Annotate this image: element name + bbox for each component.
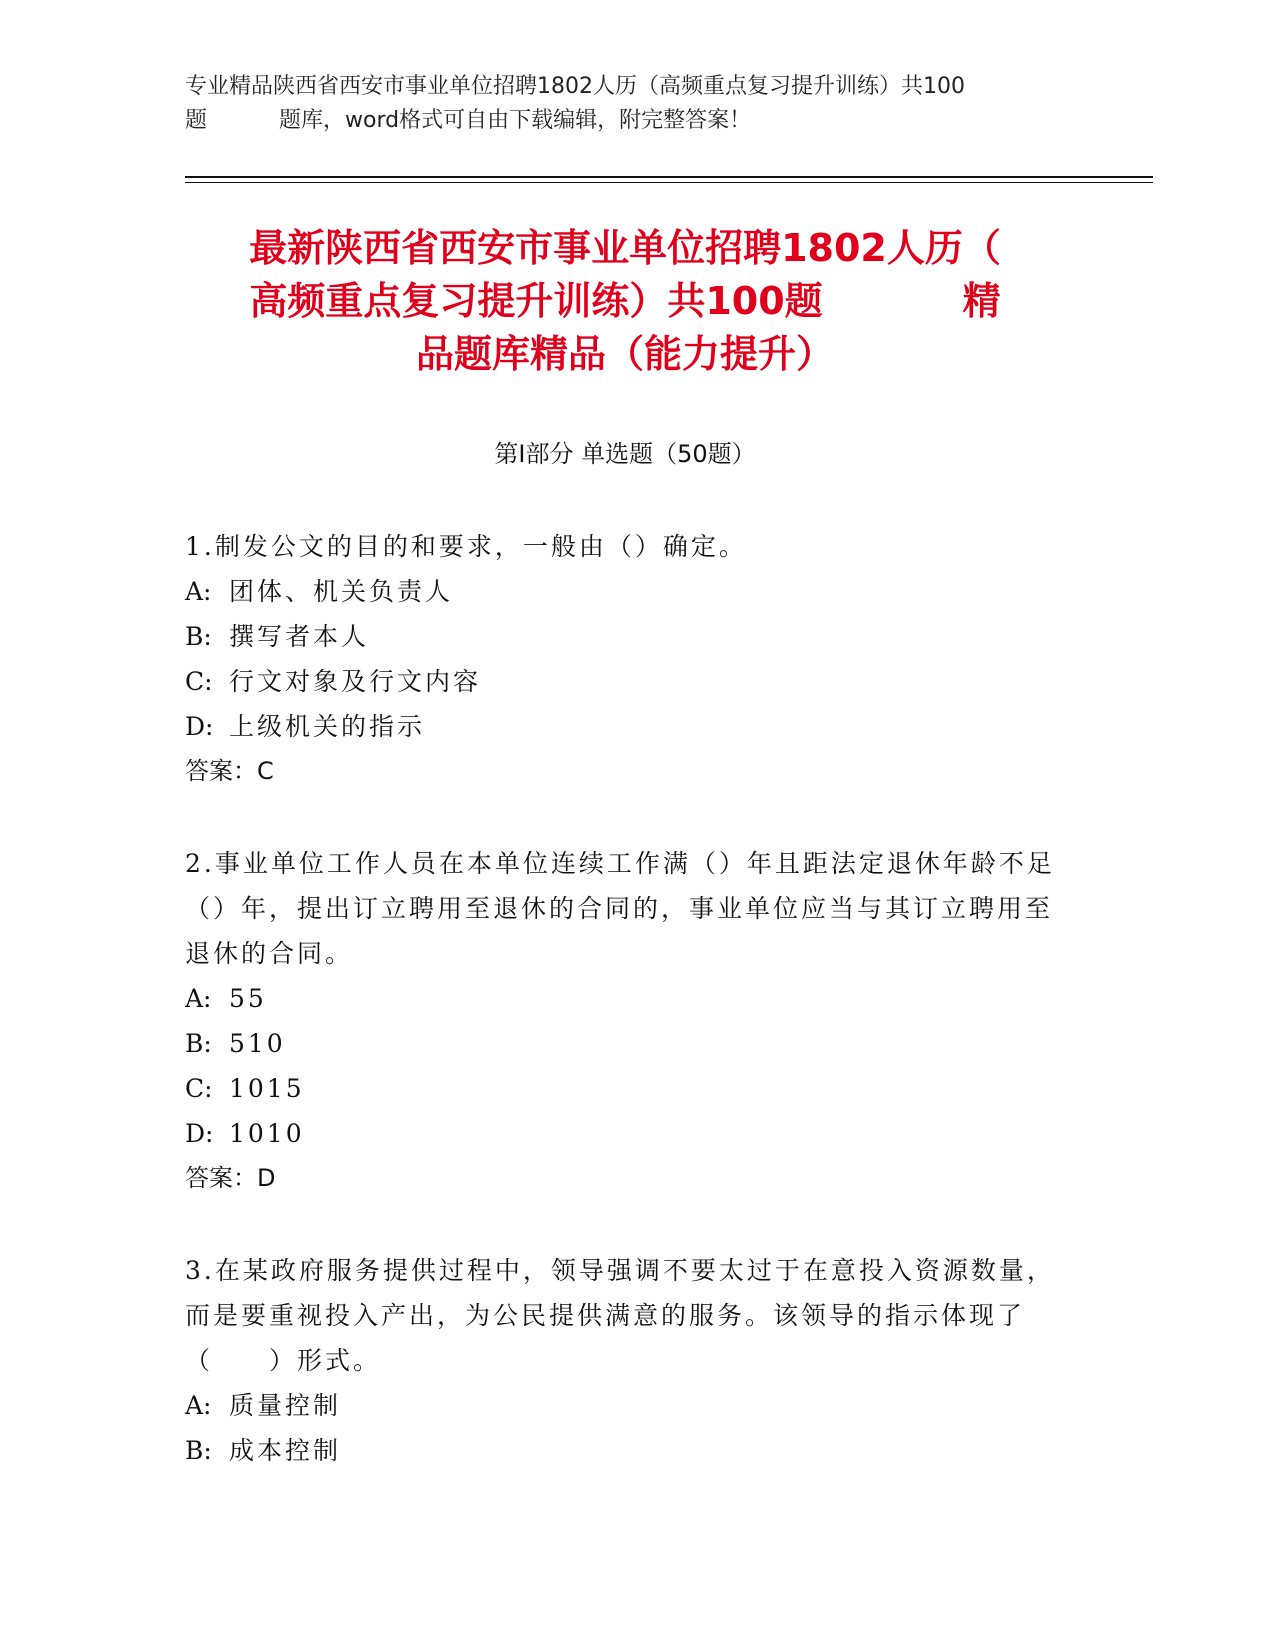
option-text: 1010 [229, 1119, 305, 1148]
option-b [185, 614, 1065, 659]
option-text: 成本控制 [229, 1436, 342, 1465]
option-a [185, 569, 1065, 614]
option-text: 团体、机关负责人 [229, 577, 454, 606]
option-label: A: [185, 984, 212, 1013]
option-label: D: [185, 712, 214, 741]
document-title [185, 222, 1065, 381]
option-text: 510 [229, 1029, 286, 1058]
question-stem: 1.制发公文的目的和要求，一般由（）确定。 [185, 532, 747, 561]
option-label: C: [185, 667, 213, 696]
header-note-line2-start: 题 [185, 108, 208, 133]
option-c [185, 659, 1065, 704]
option-text: 上级机关的指示 [229, 712, 426, 741]
header-note-line2-rest: 题库，word格式可自由下载编辑，附完整答案！ [279, 108, 752, 133]
option-b [185, 1021, 1065, 1066]
option-label: B: [185, 1436, 212, 1465]
option-label: B: [185, 622, 212, 651]
option-text: 撰写者本人 [229, 622, 370, 651]
question-item [185, 524, 1065, 794]
header-divider-thick [185, 176, 1153, 178]
option-label: D: [185, 1119, 214, 1148]
option-label: A: [185, 577, 212, 606]
option-d [185, 704, 1065, 749]
option-d [185, 1111, 1065, 1156]
option-label: A: [185, 1391, 212, 1420]
title-line-2 [185, 275, 1065, 328]
option-text: 1015 [229, 1074, 305, 1103]
option-text: 行文对象及行文内容 [229, 667, 482, 696]
option-label: C: [185, 1074, 213, 1103]
option-a [185, 976, 1065, 1021]
option-label: B: [185, 1029, 212, 1058]
header-note-line1: 专业精品陕西省西安市事业单位招聘1802人历（高频重点复习提升训练）共100 [185, 74, 965, 99]
title-line-2-tail: 精 [962, 279, 1001, 323]
header-divider-thin [185, 182, 1153, 183]
question-list [185, 524, 1065, 1520]
option-b [185, 1428, 1065, 1473]
question-item [185, 1248, 1065, 1473]
header-note [185, 70, 1065, 138]
option-text: 55 [229, 984, 267, 1013]
option-c [185, 1066, 1065, 1111]
title-line-2-main: 高频重点复习提升训练）共100题 [249, 279, 823, 323]
question-item [185, 841, 1065, 1201]
section-heading: 第Ⅰ部分 单选题（50题） [494, 440, 756, 468]
answer-line: 答案：D [185, 1164, 276, 1192]
title-line-3: 品题库精品（能力提升） [415, 332, 834, 376]
question-stem: 3.在某政府服务提供过程中，领导强调不要太过于在意投入资源数量，而是要重视投入产出，为公民提供满意的服务。该领导的指示体现了（ ）形式。 [185, 1256, 1055, 1375]
answer-line: 答案：C [185, 757, 274, 785]
title-line-1: 最新陕西省西安市事业单位招聘1802人历（ [249, 226, 1001, 270]
option-text: 质量控制 [229, 1391, 342, 1420]
question-stem: 2.事业单位工作人员在本单位连续工作满（）年且距法定退休年龄不足（）年，提出订立聘用至退休的合同的，事业单位应当与其订立聘用至退休的合同。 [185, 849, 1055, 968]
header-note-line2 [185, 104, 1065, 138]
option-a [185, 1383, 1065, 1428]
